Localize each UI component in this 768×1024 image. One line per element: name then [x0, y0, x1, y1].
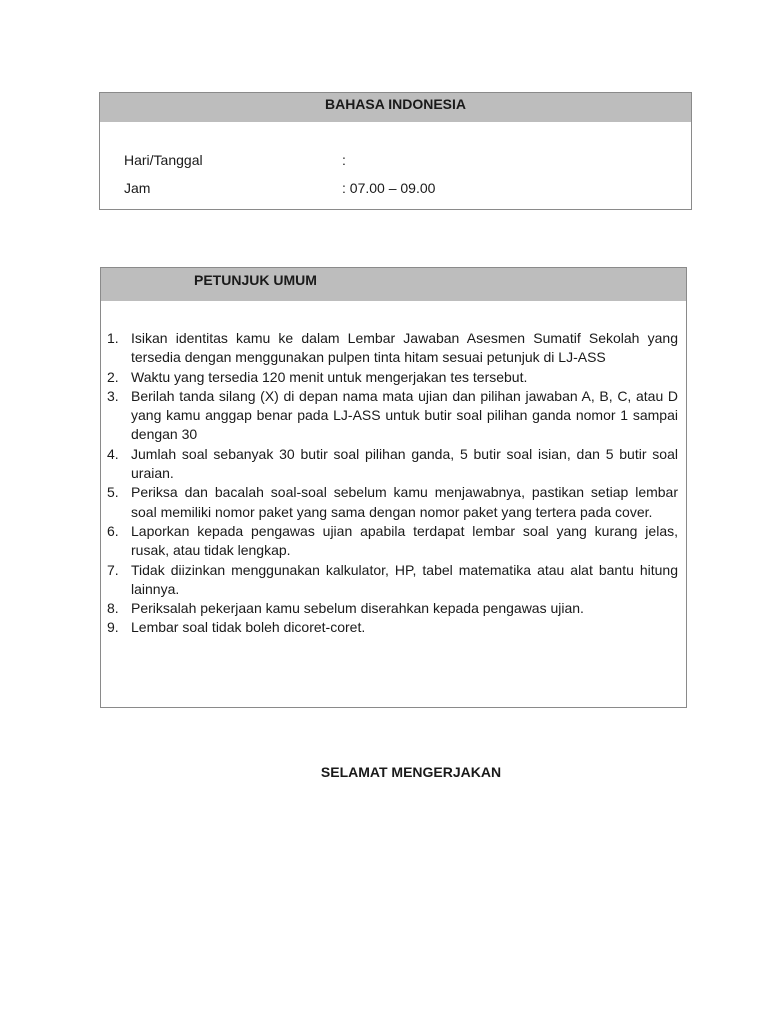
instruction-item	[107, 483, 678, 522]
instruction-number: 5.	[107, 484, 119, 501]
date-label: Hari/Tanggal	[124, 152, 203, 168]
instruction-text: Periksa dan bacalah soal-soal sebelum kamu menjawabnya, pastikan setiap lembar soal memiliki nomor paket yang sama dengan nomor paket yang tertera pada cover.	[131, 484, 678, 520]
instruction-text: Berilah tanda silang (X) di depan nama mata ujian dan pilihan jawaban A, B, C, atau D yang kamu anggap benar pada LJ-ASS untuk butir soal pilihan ganda nomor 1 sampai dengan 30	[131, 387, 678, 443]
instruction-item	[107, 522, 678, 561]
instruction-text: Laporkan kepada pengawas ujian apabila terdapat lembar soal yang kurang jelas, rusak, atau tidak lengkap.	[131, 522, 678, 559]
instructions-list	[107, 329, 678, 638]
time-value: : 07.00 – 09.00	[342, 180, 436, 196]
instruction-number: 9.	[107, 619, 119, 636]
instruction-text: Lembar soal tidak boleh dicoret-coret.	[131, 619, 366, 636]
closing-text: SELAMAT MENGERJAKAN	[320, 764, 502, 780]
instruction-number: 7.	[107, 561, 119, 578]
instruction-text: Jumlah soal sebanyak 30 butir soal pilihan ganda, 5 butir soal isian, dan 5 butir soal uraian.	[131, 445, 678, 482]
instruction-number: 2.	[107, 368, 119, 385]
instruction-text: Isikan identitas kamu ke dalam Lembar Jawaban Asesmen Sumatif Sekolah yang tersedia dengan menggunakan pulpen tinta hitam sesuai petunjuk di LJ-ASS	[131, 330, 678, 366]
instruction-item	[107, 561, 678, 600]
instructions-box	[100, 267, 687, 708]
instruction-text: Waktu yang tersedia 120 menit untuk mengerjakan tes tersebut.	[131, 368, 528, 385]
instruction-number: 6.	[107, 522, 119, 539]
instruction-number: 4.	[107, 445, 119, 462]
subject-info-box	[99, 92, 692, 210]
instruction-item	[107, 368, 678, 387]
instruction-number: 8.	[107, 600, 119, 617]
instruction-item	[107, 387, 678, 445]
instruction-number: 1.	[107, 330, 119, 346]
instruction-item	[107, 329, 678, 368]
instruction-number: 3.	[107, 387, 119, 404]
time-label: Jam	[124, 180, 151, 196]
instruction-item	[107, 445, 678, 484]
instruction-text: Tidak diizinkan menggunakan kalkulator, HP, tabel matematika atau alat bantu hitung lainnya.	[131, 561, 678, 597]
date-value: :	[342, 152, 346, 168]
instruction-text: Periksalah pekerjaan kamu sebelum diserahkan kepada pengawas ujian.	[131, 600, 584, 617]
instruction-item	[107, 599, 678, 618]
instruction-item	[107, 618, 678, 637]
instructions-title: PETUNJUK UMUM	[101, 268, 686, 301]
subject-title: BAHASA INDONESIA	[100, 93, 691, 122]
